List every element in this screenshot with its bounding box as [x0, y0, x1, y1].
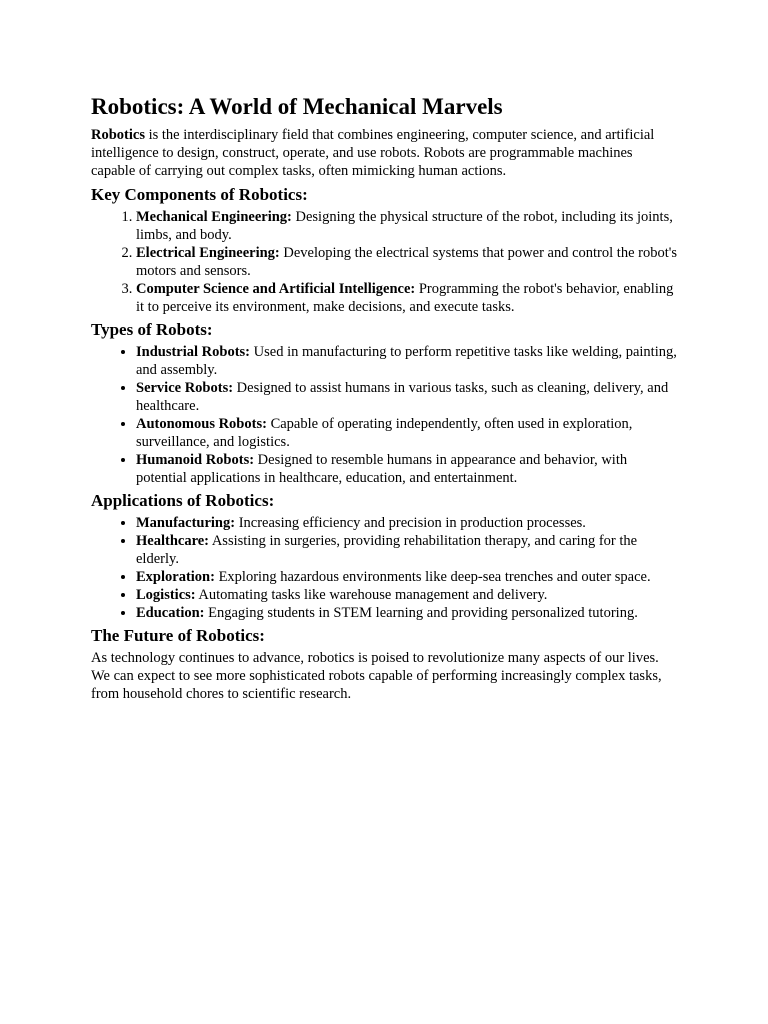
item-text: Engaging students in STEM learning and providing personalized tutoring. [204, 605, 638, 621]
list-item [136, 586, 678, 604]
item-text: Assisting in surgeries, providing rehabilitation therapy, and caring for the elderly. [136, 533, 638, 567]
item-term: Industrial Robots: [136, 344, 251, 360]
list-item [136, 379, 678, 415]
list-item [136, 514, 678, 532]
components-list [91, 208, 678, 316]
intro-term: Robotics [91, 127, 145, 143]
list-item [136, 280, 678, 316]
list-item [136, 244, 678, 280]
item-text: Developing the electrical systems that power and control the robot's motors and sensors. [136, 245, 677, 279]
list-item [136, 415, 678, 451]
item-term: Electrical Engineering: [136, 245, 280, 261]
item-text: Increasing efficiency and precision in production processes. [235, 515, 586, 531]
item-term: Service Robots: [136, 380, 234, 396]
intro-text: is the interdisciplinary field that combines engineering, computer science, and artificial intelligence to design, construct, operate, and use robots. Robots are programmable machines capable of carrying out complex tasks, often mimicking human actions. [91, 127, 655, 179]
item-term: Healthcare: [136, 533, 210, 549]
item-text: Used in manufacturing to perform repetitive tasks like welding, painting, and assembly. [136, 344, 677, 378]
item-text: Automating tasks like warehouse management and delivery. [195, 587, 548, 603]
item-term: Computer Science and Artificial Intelligence: [136, 281, 416, 297]
item-text: Capable of operating independently, often used in exploration, surveillance, and logistics. [136, 416, 633, 450]
list-item [136, 451, 678, 487]
item-term: Autonomous Robots: [136, 416, 267, 432]
future-heading: The Future of Robotics: [91, 626, 265, 645]
item-term: Exploration: [136, 569, 215, 585]
list-item [136, 604, 678, 622]
item-term: Mechanical Engineering: [136, 209, 292, 225]
item-text: Designed to resemble humans in appearance and behavior, with potential applications in healthcare, education, and entertainment. [136, 452, 628, 486]
item-text: Programming the robot's behavior, enabling it to perceive its environment, make decisions, and execute tasks. [136, 281, 674, 315]
item-text: Exploring hazardous environments like deep-sea trenches and outer space. [214, 569, 651, 585]
item-term: Logistics: [136, 587, 196, 603]
item-term: Manufacturing: [136, 515, 236, 531]
types-heading: Types of Robots: [91, 320, 213, 339]
list-item [136, 343, 678, 379]
applications-heading: Applications of Robotics: [91, 491, 275, 510]
list-item [136, 208, 678, 244]
types-list [91, 343, 678, 487]
intro-paragraph [91, 126, 678, 180]
applications-list [91, 514, 678, 622]
components-heading: Key Components of Robotics: [91, 185, 308, 204]
page-title: Robotics: A World of Mechanical Marvels [91, 94, 503, 119]
list-item [136, 532, 678, 568]
item-term: Education: [136, 605, 205, 621]
item-term: Humanoid Robots: [136, 452, 255, 468]
item-text: Designing the physical structure of the robot, including its joints, limbs, and body. [136, 209, 673, 243]
item-text: Designed to assist humans in various tasks, such as cleaning, delivery, and healthcare. [136, 380, 669, 414]
future-paragraph: As technology continues to advance, robotics is poised to revolutionize many aspects of our lives. We can expect to see more sophisticated robots capable of performing increasingly complex tasks, from household chores to scientific research. [91, 650, 662, 702]
list-item [136, 568, 678, 586]
